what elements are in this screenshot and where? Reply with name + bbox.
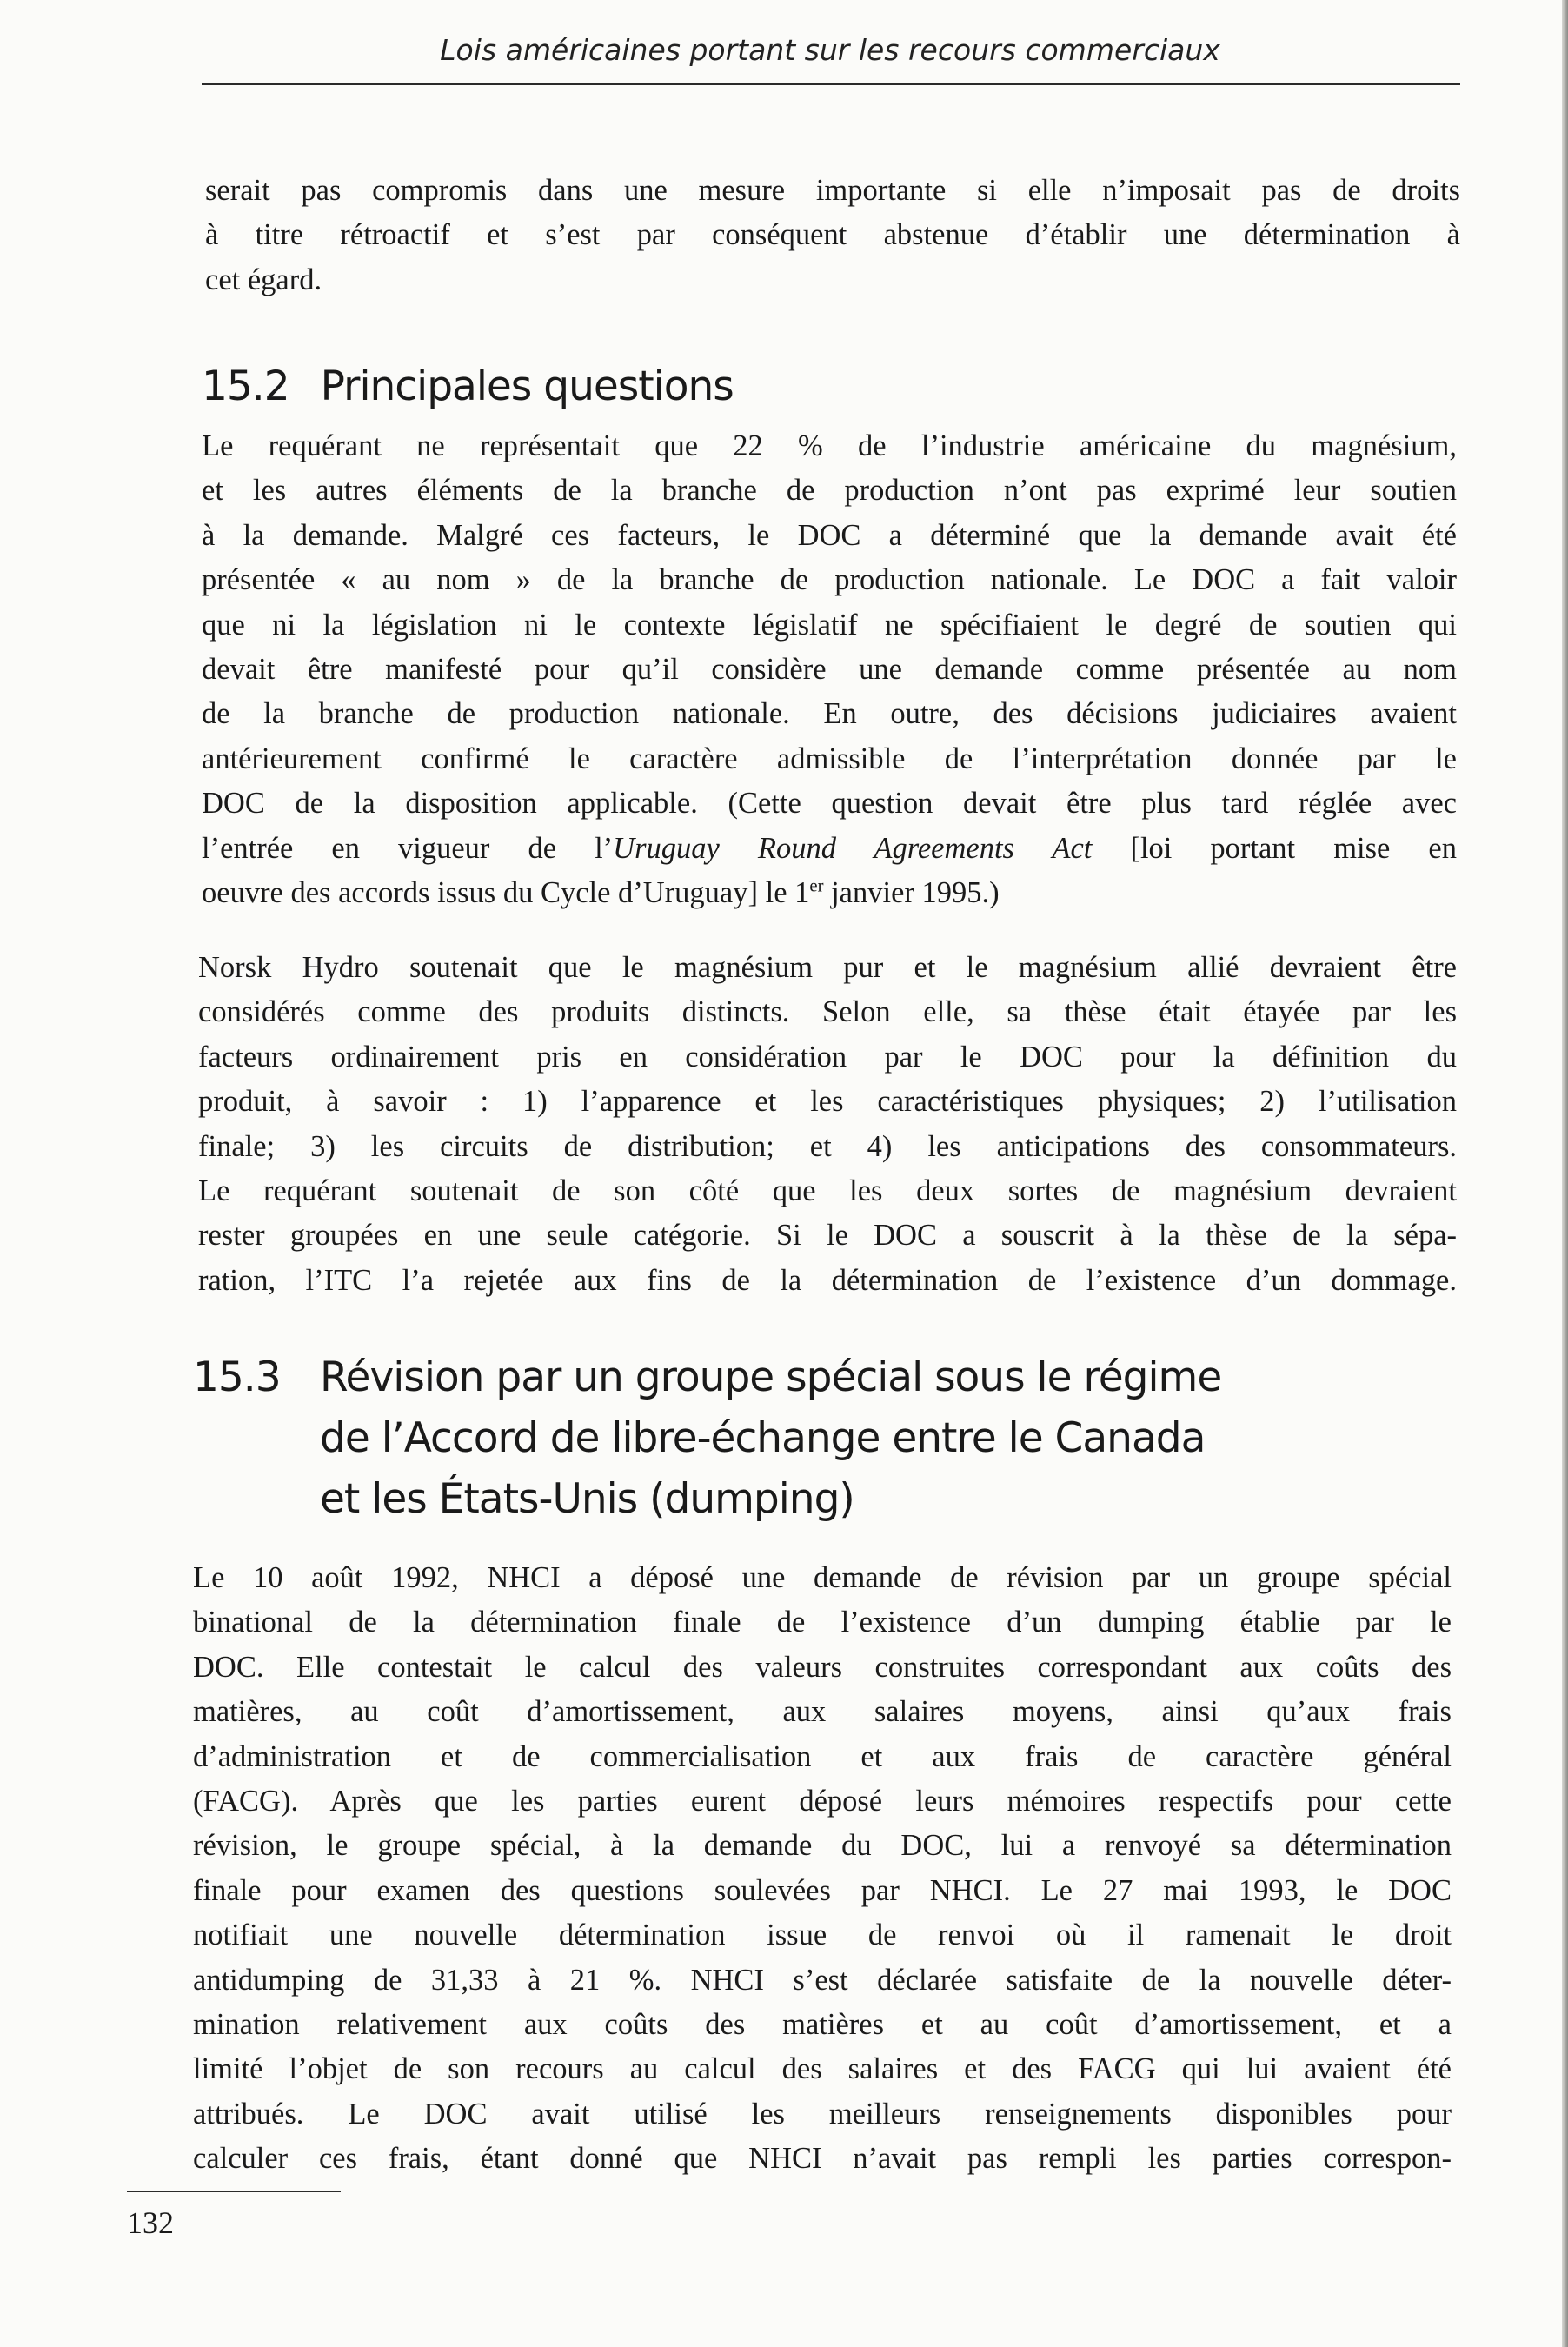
text-line: [202, 871, 1457, 915]
act-title: Uruguay Round Agreements Act: [613, 831, 1093, 865]
text-line: Le requérant ne représentait que 22 % de l’industrie américaine du magnésium,: [202, 429, 1457, 462]
section-title: Principales questions: [320, 362, 734, 410]
text-line: de la branche de production nationale. En outre, des décisions judiciaires avaient: [202, 697, 1457, 731]
section-heading-15-2: [202, 356, 734, 417]
text-line: ration, l’ITC l’a rejetée aux fins de la détermination de l’existence d’un dommage.: [198, 1263, 1457, 1297]
running-header: Lois américaines portant sur les recours commerciaux: [440, 33, 1220, 67]
text-line: Le requérant soutenait de son côté que les deux sortes de magnésium devraient: [198, 1174, 1457, 1208]
section-heading-15-3: [193, 1347, 1221, 1530]
text-line: Norsk Hydro soutenait que le magnésium pur et le magnésium allié devraient être: [198, 951, 1457, 984]
text-line: notifiait une nouvelle détermination issue de renvoi où il ramenait le droit: [193, 1918, 1452, 1952]
text-line: attribués. Le DOC avait utilisé les meilleurs renseignements disponibles pour: [193, 2097, 1452, 2131]
text-line: limité l’objet de son recours au calcul des salaires et des FACG qui lui avaient été: [193, 2052, 1452, 2086]
text-line: à la demande. Malgré ces facteurs, le DOC a déterminé que la demande avait été: [202, 518, 1457, 552]
text-line: finale; 3) les circuits de distribution; et 4) les anticipations des consommateurs.: [198, 1129, 1457, 1163]
header-rule: [202, 83, 1460, 85]
text-line: finale pour examen des questions soulevées par NHCI. Le 27 mai 1993, le DOC: [193, 1873, 1452, 1907]
intro-paragraph: [205, 169, 1460, 303]
text-line: binational de la détermination finale de l’existence d’un dumping établie par le: [193, 1606, 1452, 1639]
scan-edge: [1562, 0, 1568, 2347]
page-number: 132: [127, 2205, 174, 2240]
text-line: produit, à savoir : 1) l’apparence et les caractéristiques physiques; 2) l’utilisation: [198, 1085, 1457, 1119]
text-line: rester groupées en une seule catégorie. Si le DOC a souscrit à la thèse de la sépa-: [198, 1219, 1457, 1253]
text-line: facteurs ordinairement pris en considération par le DOC pour la définition du: [198, 1040, 1457, 1074]
text-line: à titre rétroactif et s’est par conséquent abstenue d’établir une détermination à: [205, 218, 1460, 252]
section-title-line: de l’Accord de libre-échange entre le Canada: [320, 1414, 1206, 1462]
paragraph-15-3-1: [193, 1556, 1452, 2182]
text-line: présentée « au nom » de la branche de production nationale. Le DOC a fait valoir: [202, 563, 1457, 597]
text-line: [202, 827, 1457, 871]
text-segment: [loi portant mise en: [1092, 831, 1457, 865]
superscript: er: [809, 876, 824, 896]
text-line: révision, le groupe spécial, à la demande du DOC, lui a renvoyé sa détermination: [193, 1829, 1452, 1863]
text-line: et les autres éléments de la branche de production n’ont pas exprimé leur soutien: [202, 474, 1457, 508]
text-segment: oeuvre des accords issus du Cycle d’Uruguay] le 1: [202, 876, 810, 910]
footer-rule: [127, 2191, 341, 2192]
text-line: DOC de la disposition applicable. (Cette question devait être plus tard réglée avec: [202, 787, 1457, 821]
paragraph-15-2-2: [198, 946, 1457, 1303]
text-line: serait pas compromis dans une mesure importante si elle n’imposait pas de droits: [205, 174, 1460, 207]
text-line: devait être manifesté pour qu’il considère une demande comme présentée au nom: [202, 653, 1457, 687]
text-line: (FACG). Après que les parties eurent déposé leurs mémoires respectifs pour cette: [193, 1785, 1452, 1818]
text-line: calculer ces frais, étant donné que NHCI n’avait pas rempli les parties correspon-: [193, 2142, 1452, 2176]
section-number: 15.2: [202, 362, 289, 410]
section-number: 15.3: [193, 1353, 281, 1401]
paragraph-15-2-1: [202, 424, 1457, 915]
text-line: cet égard.: [205, 263, 322, 296]
text-segment: janvier 1995.): [823, 876, 1000, 910]
text-line: d’administration et de commercialisation et aux frais de caractère général: [193, 1739, 1452, 1773]
section-title-line: Révision par un groupe spécial sous le régime: [320, 1353, 1222, 1401]
text-line: Le 10 août 1992, NHCI a déposé une demande de révision par un groupe spécial: [193, 1561, 1452, 1594]
section-title-line: et les États-Unis (dumping): [320, 1475, 854, 1523]
text-line: antidumping de 31,33 à 21 %. NHCI s’est déclarée satisfaite de la nouvelle déter-: [193, 1963, 1452, 1997]
text-line: mination relativement aux coûts des matières et au coût d’amortissement, et a: [193, 2008, 1452, 2042]
text-line: que ni la législation ni le contexte législatif ne spécifiaient le degré de soutien qui: [202, 608, 1457, 642]
text-line: DOC. Elle contestait le calcul des valeurs construites correspondant aux coûts des: [193, 1650, 1452, 1684]
text-line: matières, au coût d’amortissement, aux salaires moyens, ainsi qu’aux frais: [193, 1695, 1452, 1729]
text-line: antérieurement confirmé le caractère admissible de l’interprétation donnée par le: [202, 741, 1457, 775]
text-line: considérés comme des produits distincts. Selon elle, sa thèse était étayée par les: [198, 995, 1457, 1029]
text-segment: l’entrée en vigueur de l’: [202, 831, 614, 865]
